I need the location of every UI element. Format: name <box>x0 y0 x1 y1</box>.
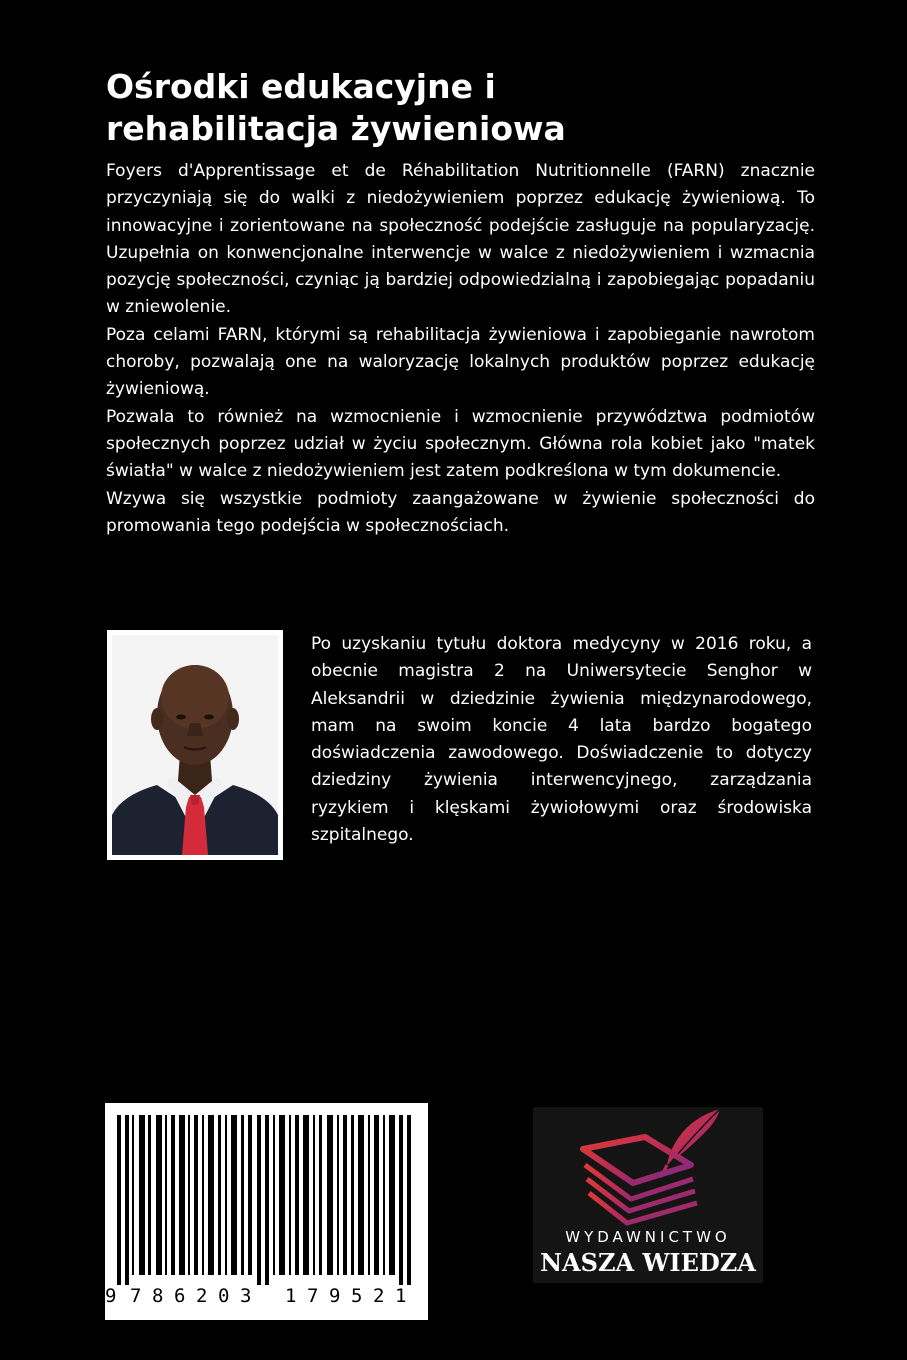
isbn-digit: 2 <box>196 1285 208 1307</box>
isbn-digit: 9 <box>105 1285 117 1307</box>
isbn-digit: 0 <box>218 1285 230 1307</box>
summary-paragraph: Pozwala to również na wzmocnienie i wzmocnienie przywództwa podmiotów społecznych poprzez udział w życiu społecznym. Główna rola kobiet jako "matek światła" w walce z niedożywieniem jest zatem podkreślona w tym dokumencie. <box>106 406 815 482</box>
isbn-digit: 8 <box>152 1285 164 1307</box>
isbn-digit: 3 <box>240 1285 252 1307</box>
summary-paragraph: Wzywa się wszystkie podmioty zaangażowane w żywienie społeczności do promowania tego podejścia w społecznościach. <box>106 488 815 536</box>
author-portrait-icon <box>112 635 278 855</box>
isbn-number <box>0 1283 428 1309</box>
barcode-icon <box>115 1115 415 1285</box>
isbn-digit: 5 <box>351 1285 363 1307</box>
book-quill-logo-icon <box>573 1107 723 1229</box>
summary-paragraph: Poza celami FARN, którymi są rehabilitacja żywieniowa i zapobieganie nawrotom choroby, pozwalają one na waloryzację lokalnych produktów poprzez edukację żywieniową. <box>106 324 815 400</box>
author-bio: Po uzyskaniu tytułu doktora medycyny w 2016 roku, a obecnie magistra 2 na Uniwersytecie Senghor w Aleksandrii w dziedzinie żywienia międzynarodowego, mam na swoim koncie 4 lata bardzo bogatego doświadczenia zawodowego. Doświadczenie to dotyczy dziedziny żywienia interwencyjnego, zarządzania ryzykiem i klęskami żywiołowymi oraz środowiska szpitalnego. <box>311 634 812 846</box>
publisher-name: NASZA WIEDZA <box>540 1248 756 1277</box>
isbn-digit: 1 <box>285 1285 297 1307</box>
author-photo <box>107 630 283 860</box>
isbn-digit: 2 <box>373 1285 385 1307</box>
book-summary <box>106 158 815 540</box>
isbn-digit: 6 <box>174 1285 186 1307</box>
book-title: Ośrodki edukacyjne i rehabilitacja żywieniowa <box>106 67 566 148</box>
isbn-digit: 7 <box>307 1285 319 1307</box>
publisher-kicker: WYDAWNICTWO <box>565 1228 731 1246</box>
isbn-digit: 7 <box>130 1285 142 1307</box>
isbn-digit: 1 <box>395 1285 407 1307</box>
isbn-digit: 9 <box>329 1285 341 1307</box>
summary-paragraph: Foyers d'Apprentissage et de Réhabilitation Nutritionnelle (FARN) znacznie przyczyniają się do walki z niedożywieniem poprzez edukację żywieniową. To innowacyjne i zorientowane na społeczność podejście zasługuje na popularyzację. Uzupełnia on konwencjonalne interwencje w walce z niedożywieniem i wzmacnia pozycję społeczności, czyniąc ją bardziej odpowiedzialną i zapobiegając popadaniu w zniewolenie. <box>106 161 815 318</box>
